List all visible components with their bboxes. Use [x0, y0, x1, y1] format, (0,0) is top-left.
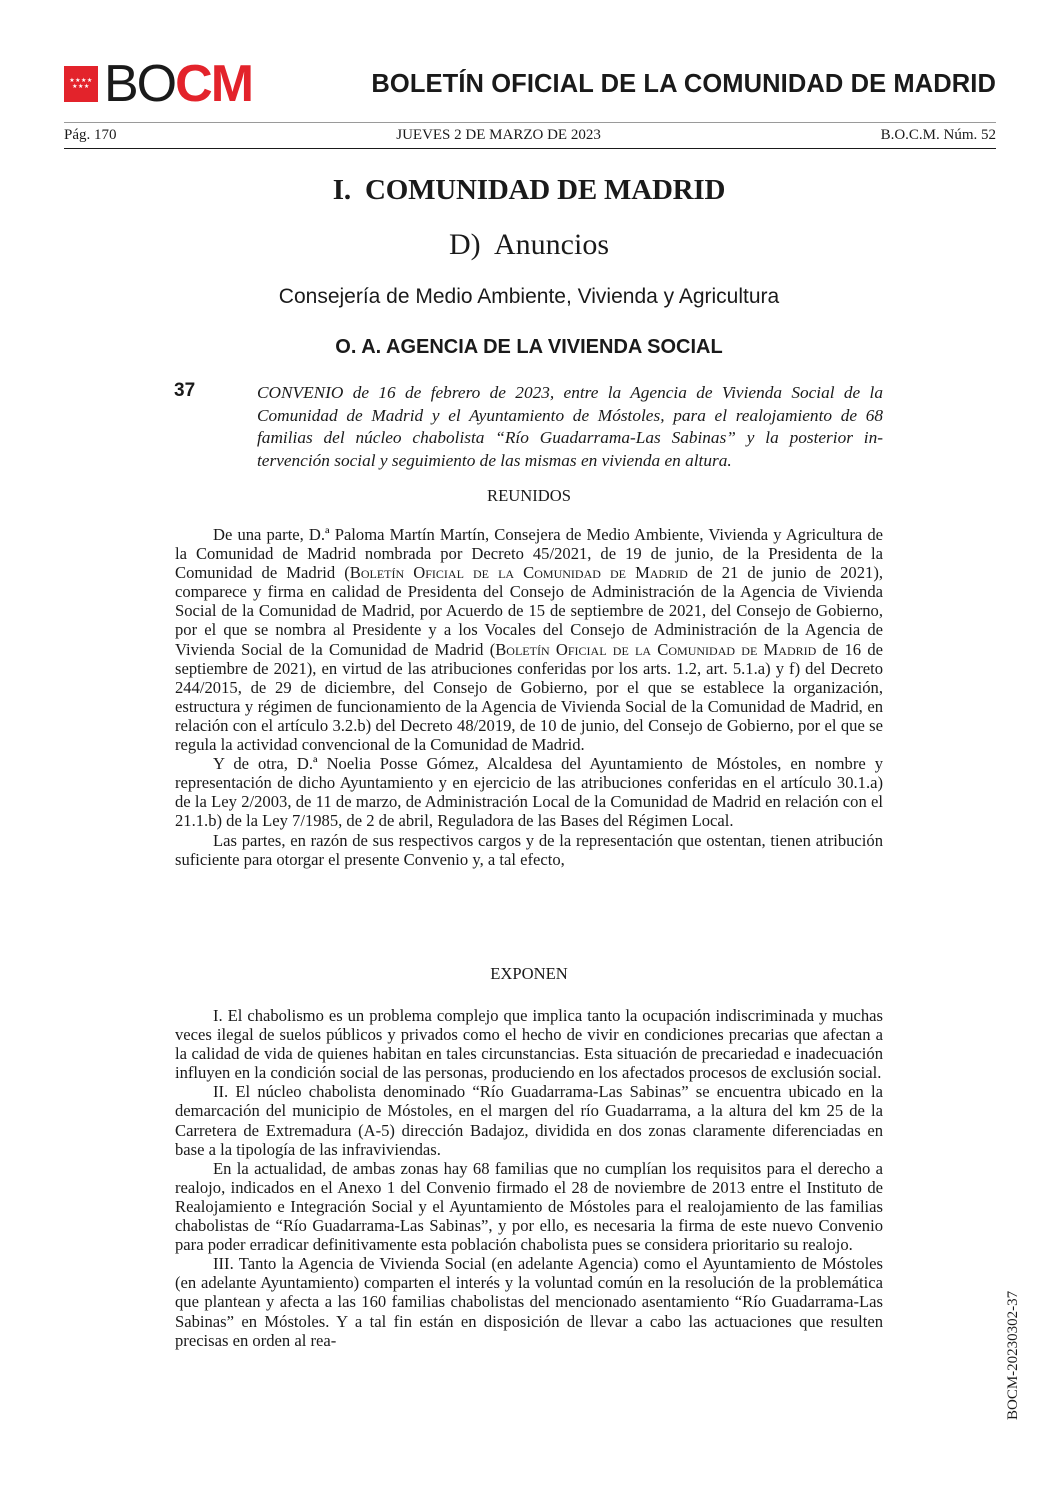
text-run: de 16 de septiembre de 2021), en virtud de las atribuciones conferidas por los arts. 1.2, art. 5.1.a) y f) del Decreto 244/2015, de 29 de diciembre, del Consejo de Gobierno, por el que se establece la organización, estructura y régimen de funcionamiento de la Agencia de Vivienda Social de la Comunidad de Madrid, en relación con el artículo 3.2.b) del Decreto 48/2019, de 10 de junio, del Consejo de Gobierno, por el que se regula la actividad convencional de la Comunidad de Madrid. [175, 639, 883, 755]
reunidos-body [175, 525, 883, 869]
exponen-heading: EXPONEN [490, 964, 568, 983]
logo-wordmark [104, 55, 253, 113]
gazette-name: Boletín Oficial de la Comunidad de Madrid [495, 639, 817, 659]
department-heading: Consejería de Medio Ambiente, Vivienda y Agricultura [278, 285, 780, 308]
page-number: Pág. 170 [64, 127, 117, 143]
gazette-name: Boletín Oficial de la Comunidad de Madrid [349, 563, 688, 583]
text-run: De una parte, D.ª Paloma Martín Martín, Consejera de Medio Ambiente, Vivienda y Agricultura de la Comunidad de Madrid nombrada por Decreto 45/2021, de 19 de junio, de la Presidenta de la Comunidad de Madrid ( [175, 525, 883, 583]
exponen-body [175, 1006, 883, 1350]
header-rule-bottom [64, 148, 996, 149]
exponen-paragraph-4: III. Tanto la Agencia de Vivienda Social (en adelante Agencia) como el Ayuntamiento de Móstoles (en adelante Ayuntamiento) comparten el interés y la voluntad común en la resolución de la problemática que plantean y afecta a las 160 familias chabolistas del mencionado asentamiento “Río Guadarrama-Las Sabinas” en Móstoles. Y a tal fin están en disposición de llevar a cabo las actuaciones que resulten precisas en orden al rea- [175, 1254, 883, 1350]
bocm-logo [64, 55, 253, 113]
reunidos-heading: REUNIDOS [487, 486, 571, 505]
issue-number: B.O.C.M. Núm. 52 [880, 127, 996, 143]
exponen-paragraph-2: II. El núcleo chabolista denominado “Río Guadarrama-Las Sabinas” se encuentra ubicado en la demarcación del municipio de Móstoles, en el margen del río Guadarrama, a la altura del km 25 de la Carretera de Extremadura (A-5) dirección Badajoz, dividida en dos zonas claramente diferenciadas en base a la tipología de las infraviviendas. [175, 1082, 883, 1159]
publication-title: BOLETÍN OFICIAL DE LA COMUNIDAD DE MADRID [371, 70, 996, 98]
madrid-flag-icon [64, 66, 98, 102]
text-run: de 21 de junio de 2021), comparece y firma en calidad de Presidenta del Consejo de Administración de la Agencia de Vivienda Social de la Comunidad de Madrid, por Acuerdo de 15 de septiembre de 2021, del Consejo de Gobierno, por el que se nombra al Presidente y a los Vocales del Consejo de Administración de la Agencia de Vivienda Social de la Comunidad de Madrid ( [175, 563, 883, 659]
issue-date: JUEVES 2 DE MARZO DE 2023 [396, 127, 601, 143]
page-meta-row [64, 127, 996, 145]
header-rule-top [64, 122, 996, 123]
announcement-number: 37 [174, 380, 196, 401]
reunidos-paragraph-1 [175, 525, 883, 754]
reunidos-paragraph-3: Las partes, en razón de sus respectivos cargos y de la representación que ostentan, tienen atribución suficiente para otorgar el presente Convenio y, a tal efecto, [175, 830, 883, 869]
stars-icon: ★★★★ ★★★ [69, 77, 93, 90]
subsection-heading: D) Anuncios [449, 228, 609, 261]
logo-cm: CM [175, 55, 253, 113]
section-heading: I. COMUNIDAD DE MADRID [332, 174, 726, 206]
organism-heading: O. A. AGENCIA DE LA VIVIENDA SOCIAL [335, 336, 723, 358]
document-id-vertical: BOCM-20230302-37 [1005, 1290, 1021, 1420]
announcement-title: CONVENIO de 16 de febrero de 2023, entre la Agencia de Vivienda Social de la Comunidad de Madrid y el Ayuntamiento de Móstoles, para el realojamiento de 68 familias del núcleo chabolista “Río Guadarrama-Las Sabinas” y la posterior intervención social y seguimiento de las mismas en vivienda en altura. [257, 383, 883, 470]
exponen-paragraph-1: I. El chabolismo es un problema complejo que implica tanto la ocupación indiscriminada y muchas veces ilegal de suelos públicos y privados como el hecho de vivir en condiciones precarias que afectan a la calidad de vida de quienes habitan en tales circunstancias. Esta situación de precariedad e inadecuación influyen en la condición social de las personas, produciendo en los afectados procesos de exclusión social. [175, 1006, 883, 1083]
reunidos-paragraph-2: Y de otra, D.ª Noelia Posse Gómez, Alcaldesa del Ayuntamiento de Móstoles, en nombre y representación de dicho Ayuntamiento y en ejercicio de las atribuciones conferidas en el artículo 30.1.a) de la Ley 2/2003, de 11 de marzo, de Administración Local de la Comunidad de Madrid en relación con el 21.1.b) de la Ley 7/1985, de 2 de abril, Reguladora de las Bases del Régimen Local. [175, 754, 883, 831]
exponen-paragraph-3: En la actualidad, de ambas zonas hay 68 familias que no cumplían los requisitos para el derecho a realojo, indicados en el Anexo 1 del Convenio firmado el 28 de noviembre de 2013 entre el Instituto de Realojamiento e Integración Social y el Ayuntamiento de Móstoles para el realojamiento de las familias chabolistas de “Río Guadarrama-Las Sabinas”, y por ello, es necesaria la firma de este nuevo Convenio para poder erradicar definitivamente esta población chabolista pues se considera prioritario su realojo. [175, 1158, 883, 1255]
logo-bo: BO [104, 55, 176, 113]
